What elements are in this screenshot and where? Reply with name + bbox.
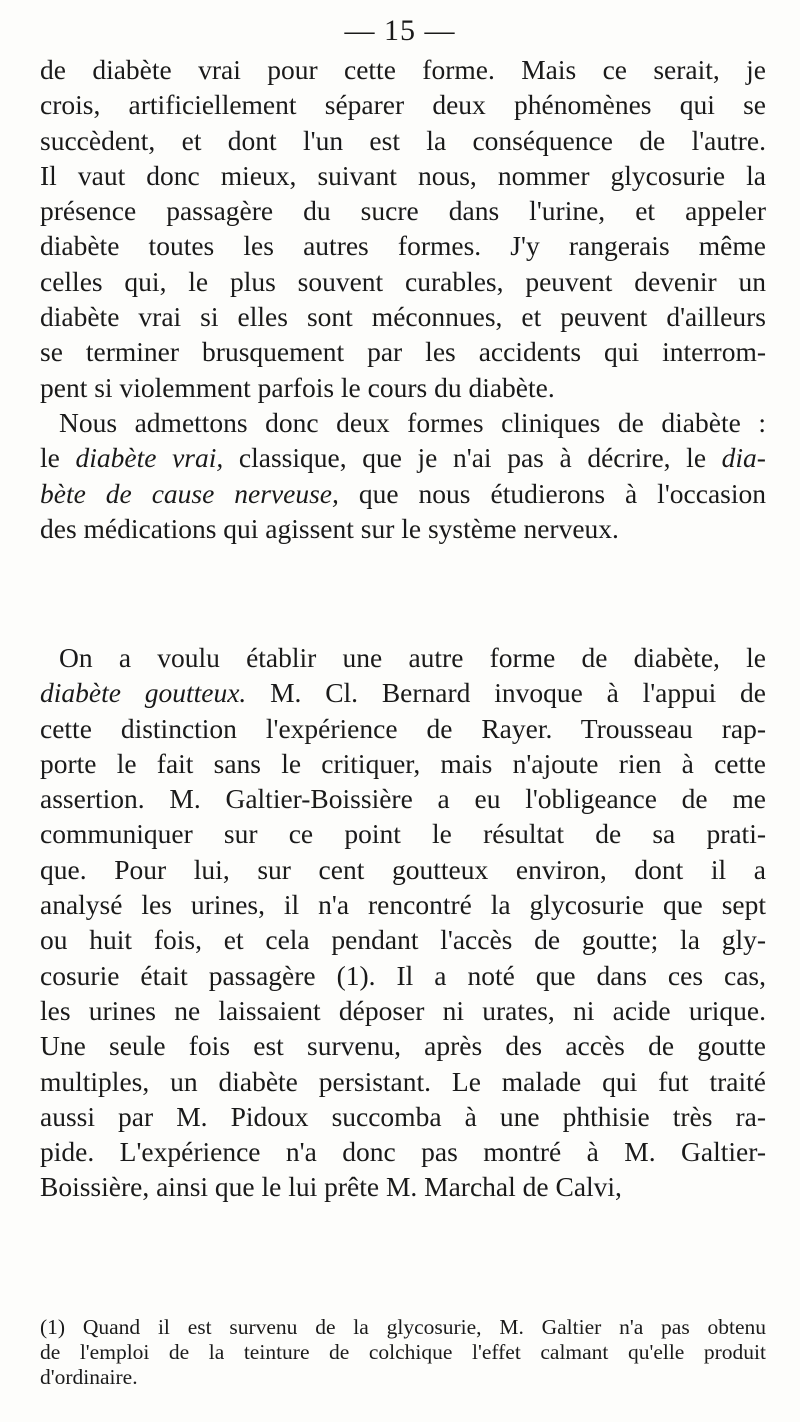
text-line: succèdent, et dont l'un est la conséquence de l'autre. xyxy=(40,124,766,156)
italic-term: diabète goutteux. xyxy=(40,677,247,709)
text-line: crois, artificiellement séparer deux phénomènes qui se xyxy=(40,89,766,121)
text-line: cosurie était passagère (1). Il a noté que dans ces cas, xyxy=(40,959,766,991)
text-line: se terminer brusquement par les accidents qui interrom- xyxy=(40,336,766,368)
text-line: analysé les urines, il n'a rencontré la glycosurie que sept xyxy=(40,889,766,921)
italic-term: dia- xyxy=(721,442,766,474)
text-line: pent si violemment parfois le cours du diabète. xyxy=(40,371,555,403)
text-line: diabète toutes les autres formes. J'y rangerais même xyxy=(40,230,766,262)
paragraph-2 xyxy=(40,405,766,546)
text-line: que. Pour lui, sur cent goutteux environ, dont il a xyxy=(40,853,766,885)
italic-term: diabète vrai, xyxy=(75,442,224,474)
text-line: cette distinction l'expérience de Rayer. Trousseau rap- xyxy=(40,712,766,744)
text-line xyxy=(40,440,766,475)
text-line: diabète vrai si elles sont méconnues, et peuvent d'ailleurs xyxy=(40,301,766,333)
footnote-line: (1) Quand il est survenu de la glycosurie, M. Galtier n'a pas obtenu xyxy=(40,1315,766,1339)
text-run: le xyxy=(40,442,76,474)
text-line: de diabète vrai pour cette forme. Mais ce serait, je xyxy=(40,54,766,85)
text-line: des médications qui agissent sur le système nerveux. xyxy=(40,512,619,544)
text-line: Nous admettons donc deux formes cliniques de diabète : xyxy=(59,407,766,438)
text-line: porte le fait sans le critiquer, mais n'ajoute rien à cette xyxy=(40,747,766,779)
text-line: celles qui, le plus souvent curables, peuvent devenir un xyxy=(40,265,766,297)
text-line: Boissière, ainsi que le lui prête M. Marchal de Calvi, xyxy=(40,1171,622,1203)
text-line: Une seule fois est survenu, après des accès de goutte xyxy=(40,1030,766,1062)
text-run: que nous étudierons à l'occasion xyxy=(338,477,766,509)
text-line: ou huit fois, et cela pendant l'accès de goutte; la gly- xyxy=(40,924,766,956)
text-line: aussi par M. Pidoux succomba à une phthisie très ra- xyxy=(40,1100,766,1132)
text-line: Il vaut donc mieux, suivant nous, nommer glycosurie la xyxy=(40,159,766,191)
text-run: classique, que je n'ai pas à décrire, le xyxy=(223,442,722,474)
text-line: On a voulu établir une autre forme de diabète, le xyxy=(59,642,766,673)
text-line: communiquer sur ce point le résultat de sa prati- xyxy=(40,818,766,850)
paragraph-3 xyxy=(40,640,766,1205)
footnote-line: d'ordinaire. xyxy=(40,1365,138,1389)
text-line: pide. L'expérience n'a donc pas montré à M. Galtier- xyxy=(40,1136,766,1168)
footnote-line: de l'emploi de la teinture de colchique l'effet calmant qu'elle produit xyxy=(40,1340,766,1364)
footnote xyxy=(40,1315,766,1390)
text-line xyxy=(40,476,766,511)
text-run: M. Cl. Bernard invoque à l'appui de xyxy=(246,677,766,709)
page-number: — 15 — xyxy=(344,14,456,47)
text-line: les urines ne laissaient déposer ni urates, ni acide urique. xyxy=(40,994,766,1026)
text-line: multiples, un diabète persistant. Le malade qui fut traité xyxy=(40,1065,766,1097)
text-line: présence passagère du sucre dans l'urine, et appeler xyxy=(40,195,766,227)
italic-term: bète de cause nerveuse, xyxy=(40,477,339,509)
text-line: assertion. M. Galtier-Boissière a eu l'obligeance de me xyxy=(40,783,766,815)
paragraph-1 xyxy=(40,52,766,405)
text-line xyxy=(40,675,766,710)
